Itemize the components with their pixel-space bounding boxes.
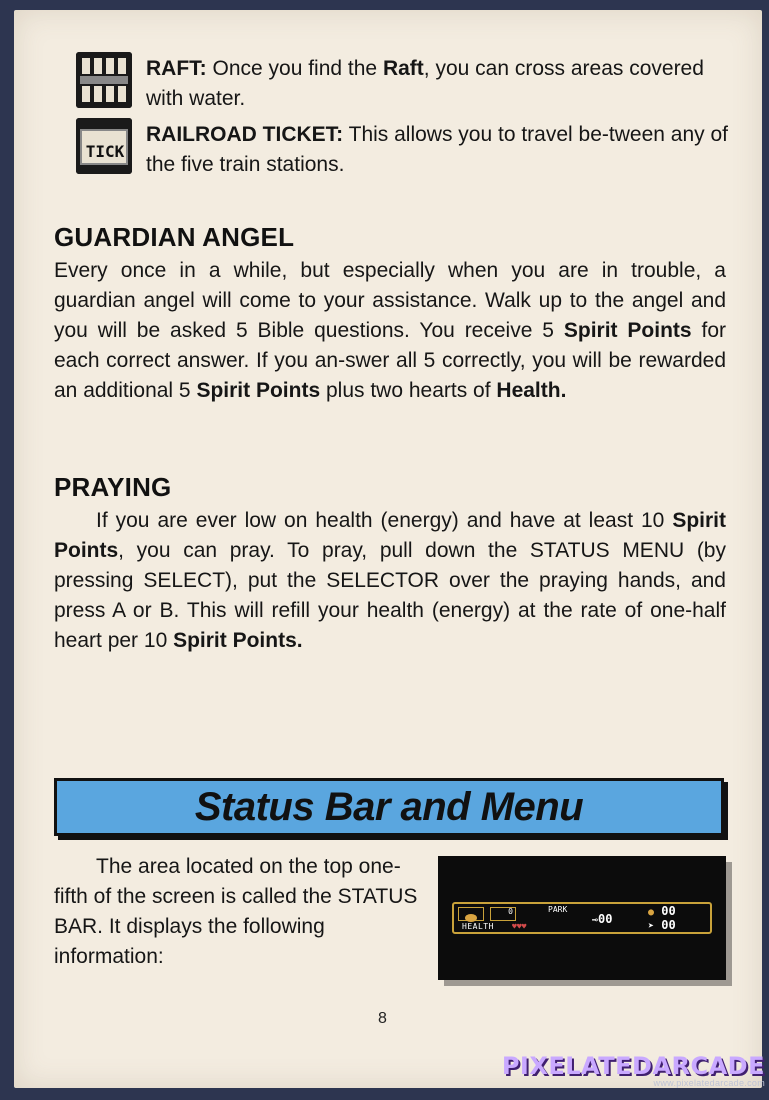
- key-icon: ⊸: [592, 915, 599, 926]
- watermark: [502, 1052, 765, 1088]
- item-slot-a: [458, 907, 484, 921]
- ticket-description: RAILROAD TICKET: This allows you to travel be-tween any of the five train stations.: [146, 123, 728, 176]
- ticket-icon-label: TICK: [85, 142, 125, 161]
- guardian-angel-heading: GUARDIAN ANGEL: [54, 222, 295, 252]
- fruit-small-icon: ●: [648, 907, 655, 918]
- fruit-count-bottom: ➤ 00: [648, 918, 676, 932]
- fruit-count-top: ● 00: [648, 904, 676, 918]
- manual-page: [14, 10, 762, 1088]
- section-banner: [54, 778, 724, 836]
- raft-icon: [76, 52, 132, 108]
- watermark-logo: PIXELATEDARCADE: [501, 1052, 765, 1080]
- praying-paragraph: If you are ever low on health (energy) and have at least 10 Spirit Points, you can pray. To pray, pull down the STATUS MENU (by pressing SELECT), put the SELECTOR over the praying hands, and press A or B. This will refill your health (energy) at the rate of one-half heart per 10 Spirit Points.: [54, 509, 726, 652]
- page-number: 8: [378, 1010, 387, 1027]
- praying-heading: PRAYING: [54, 472, 172, 502]
- item-slot-b: [490, 907, 516, 921]
- item-count: 0: [508, 907, 513, 916]
- status-bar-intro: The area located on the top one-fifth of the screen is called the STATUS BAR. It displays the following information:: [54, 855, 418, 968]
- status-bar-frame: [452, 902, 712, 934]
- watermark-url: www.pixelatedarcade.com: [653, 1078, 765, 1088]
- ticket-name: RAILROAD TICKET:: [146, 123, 344, 146]
- health-label: HEALTH: [462, 922, 494, 931]
- dove-icon: ➤: [648, 921, 655, 932]
- key-count: ⊸00: [592, 912, 613, 926]
- raft-description: RAFT: Once you find the Raft, you can cross areas covered with water.: [146, 57, 704, 110]
- ticket-icon: [76, 118, 132, 174]
- raft-name: RAFT:: [146, 57, 207, 80]
- health-hearts: ♥♥♥: [512, 922, 527, 931]
- section-title: Status Bar and Menu: [194, 784, 584, 829]
- status-bar-screenshot: [438, 856, 726, 980]
- guardian-angel-paragraph: Every once in a while, but especially when you are in trouble, a guardian angel will come to your assistance. Walk up to the angel and you will be asked 5 Bible questions. You receive 5 Spirit Points for each correct answer. If you an-swer all 5 correctly, you will be rewarded an additional 5 Spirit Points plus two hearts of Health.: [54, 259, 726, 402]
- location-label: PARK: [548, 905, 568, 914]
